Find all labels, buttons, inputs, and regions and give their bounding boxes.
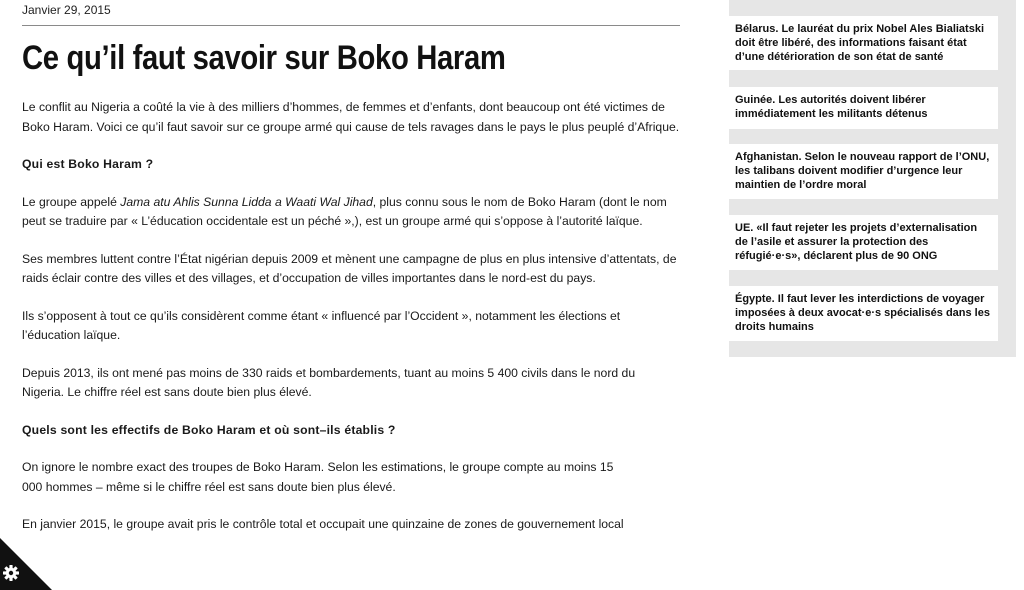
paragraph: Le conflit au Nigeria a coûté la vie à des milliers d’hommes, de femmes et d’enfants, dont beaucoup ont été victimes de Boko Haram. Voici ce qu’il faut savoir sur ce groupe armé qui cause de tels ravages dans le pays le plus peuplé d’Afrique. <box>22 100 680 134</box>
section-heading: Quels sont les effectifs de Boko Haram et où sont–ils établis ? <box>22 422 396 437</box>
article-date: Janvier 29, 2015 <box>22 0 680 26</box>
italic-group-name: Jama atu Ahlis Sunna Lidda a Waati Wal Jihad <box>120 194 373 209</box>
article <box>22 0 680 553</box>
related-news-item[interactable] <box>729 144 998 199</box>
paragraph: Ses membres luttent contre l’État nigérian depuis 2009 et mènent une campagne de plus en plus intensive d’attentats, de raids éclair contre des villes et des villages, et d’occupation de villes importantes dans le nord-est du pays. <box>22 251 677 285</box>
article-body <box>22 98 680 535</box>
related-news-item[interactable] <box>729 215 998 270</box>
text-fragment: , plus connu sous le nom de Boko Haram (dont le nom peut se traduire par « L’éducation occidentale est un péché »,), est un groupe armé qui s’oppose à l’autorité laïque. <box>22 194 667 228</box>
paragraph: On ignore le nombre exact des troupes de Boko Haram. Selon les estimations, le groupe compte au moins 15 000 hommes – même si le chiffre réel est sans doute bien plus élevé. <box>22 460 614 494</box>
paragraph: Depuis 2013, ils ont mené pas moins de 330 raids et bombardements, tuant au moins 5 400 civils dans le nord du Nigeria. Le chiffre réel est sans doute bien plus élevé. <box>22 365 636 399</box>
related-news-link[interactable]: Bélarus. Le lauréat du prix Nobel Ales Bialiatski doit être libéré, des informations faisant état d’une détérioration de son état de santé <box>735 23 985 63</box>
related-news-sidebar <box>729 0 1016 357</box>
article-title: Ce qu’il faut savoir sur Boko Haram <box>22 39 506 77</box>
cookie-corner-shape <box>0 538 52 590</box>
section-heading: Qui est Boko Haram ? <box>22 157 154 171</box>
related-news-link[interactable]: Afghanistan. Selon le nouveau rapport de l’ONU, les talibans doivent modifier d’urgence leur maintien de l’ordre moral <box>735 151 990 191</box>
paragraph <box>22 193 680 232</box>
related-news-item[interactable] <box>729 16 998 70</box>
cookie-settings-button[interactable] <box>0 538 52 590</box>
related-news-link[interactable]: UE. «Il faut rejeter les projets d’externalisation de l’asile et assurer la protection des réfugié·e·s», déclarent plus de 90 ONG <box>735 222 978 262</box>
paragraph: En janvier 2015, le groupe avait pris le contrôle total et occupait une quinzaine de zones de gouvernement local <box>22 517 624 531</box>
gear-icon <box>3 565 19 581</box>
related-news-item[interactable] <box>729 286 998 341</box>
text-fragment: Le groupe appelé <box>22 194 121 209</box>
related-news-link[interactable]: Égypte. Il faut lever les interdictions de voyager imposées à deux avocat·e·s spécialisés dans les droits humains <box>735 293 990 333</box>
paragraph: Ils s’opposent à tout ce qu’ils considèrent comme étant « influencé par l’Occident », notamment les élections et l’éducation laïque. <box>22 308 621 342</box>
related-news-link[interactable]: Guinée. Les autorités doivent libérer immédiatement les militants détenus <box>735 94 928 120</box>
related-news-item[interactable] <box>729 87 998 129</box>
